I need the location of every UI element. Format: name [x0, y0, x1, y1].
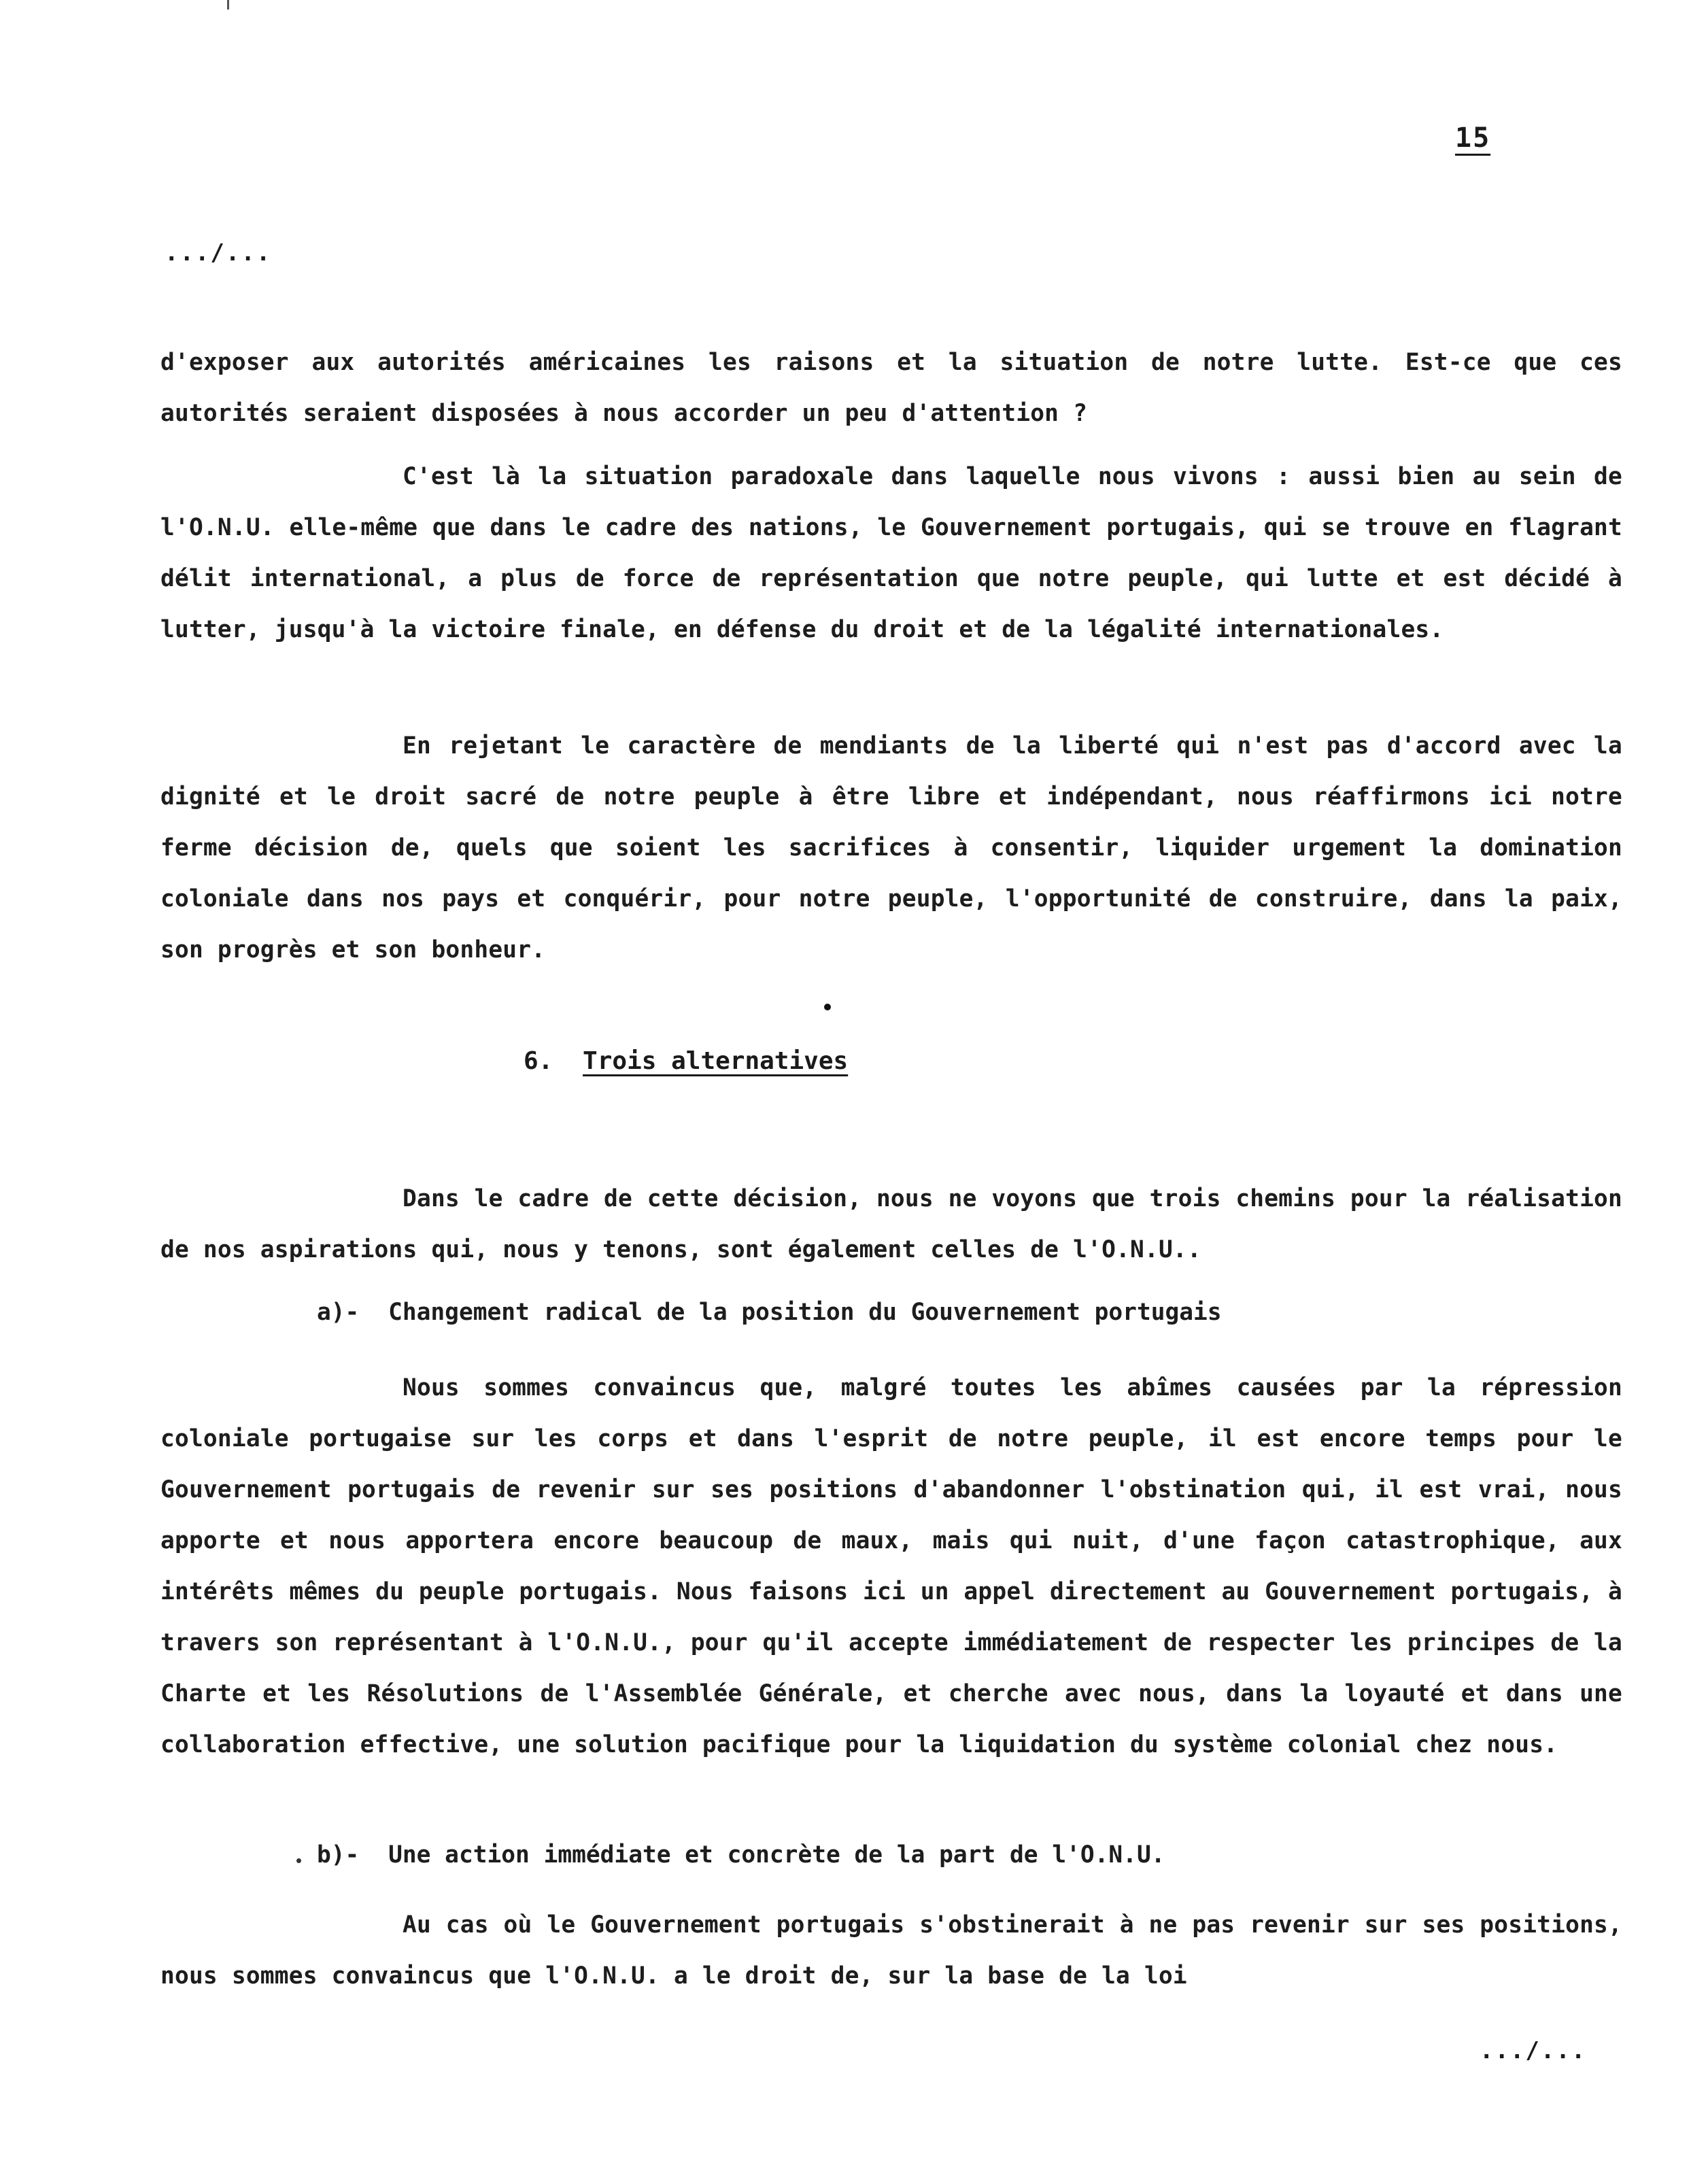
item-a-heading — [317, 1299, 1222, 1326]
item-b-body: Au cas où le Gouvernement portugais s'obstinerait à ne pas revenir sur ses positions, nous sommes convaincus que l'O.N.U. a le droit de, sur la base de la loi — [160, 1911, 1622, 1990]
page-number: 15 — [1455, 122, 1491, 154]
continuation-marker-bottom: .../... — [1480, 2037, 1587, 2064]
paragraph-3: En rejetant le caractère de mendiants de la liberté qui n'est pas d'accord avec la dignité et le droit sacré de notre peuple à être libre et indépendant, nous réaffirmons ici notre ferme décision de, quels que soient les sacrifices à consentir, liquider urgement la domination coloniale dans nos pays et conquérir, pour notre peuple, l'opportunité de construire, dans la paix, son progrès et son bonheur. — [160, 732, 1622, 964]
item-a-letter: a)- — [317, 1299, 360, 1326]
separator-dot — [824, 1004, 831, 1010]
section-heading — [524, 1047, 848, 1075]
item-b-letter: b)- — [317, 1841, 360, 1869]
scan-mark — [227, 0, 229, 10]
item-b-heading — [317, 1841, 1165, 1869]
margin-dot — [296, 1858, 301, 1863]
section-number: 6. — [524, 1047, 553, 1075]
continuation-marker-top: .../... — [165, 239, 272, 267]
item-b-title: Une action immédiate et concrète de la part de l'O.N.U. — [388, 1841, 1165, 1869]
item-a-body: Nous sommes convaincus que, malgré toutes les abîmes causées par la répression coloniale portugaise sur les corps et dans l'esprit de notre peuple, il est encore temps pour le Gouvernement portugais de revenir sur ses positions d'abandonner l'obstination qui, il est vrai, nous apporte et nous apportera encore beaucoup de maux, mais qui nuit, d'une façon catastrophique, aux intérêts mêmes du peuple portugais. Nous faisons ici un appel directement au Gouvernement portugais, à travers son représentant à l'O.N.U., pour qu'il accepte immédiatement de respecter les principes de la Charte et les Résolutions de l'Assemblée Générale, et cherche avec nous, dans la loyauté et dans une collaboration effective, une solution pacifique pour la liquidation du système colonial chez nous. — [160, 1374, 1622, 1758]
paragraph-2: C'est là la situation paradoxale dans laquelle nous vivons : aussi bien au sein de l'O.N.U. elle-même que dans le cadre des nations, le Gouvernement portugais, qui se trouve en flagrant délit international, a plus de force de représentation que notre peuple, qui lutte et est décidé à lutter, jusqu'à la victoire finale, en défense du droit et de la légalité internationales. — [160, 463, 1622, 643]
section-intro: Dans le cadre de cette décision, nous ne voyons que trois chemins pour la réalisation de nos aspirations qui, nous y tenons, sont également celles de l'O.N.U.. — [160, 1185, 1622, 1263]
paragraph-1: d'exposer aux autorités américaines les raisons et la situation de notre lutte. Est-ce que ces autorités seraient disposées à nous accorder un peu d'attention ? — [160, 349, 1622, 427]
item-a-title: Changement radical de la position du Gouvernement portugais — [388, 1299, 1222, 1326]
section-title: Trois alternatives — [583, 1047, 849, 1075]
